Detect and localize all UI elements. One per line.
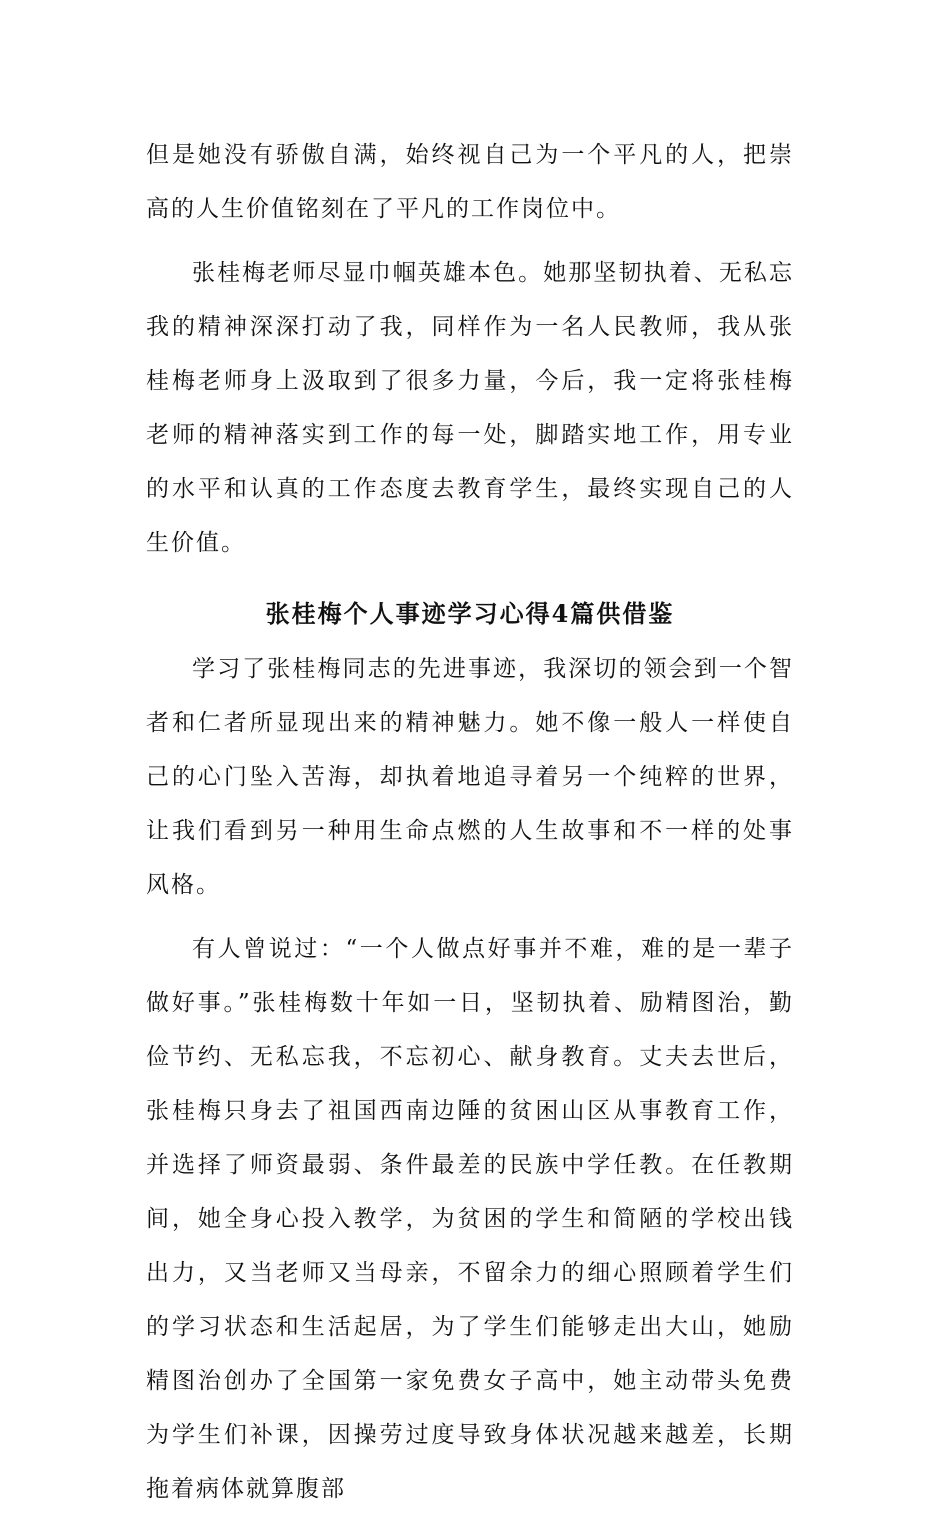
paragraph-continuation: 但是她没有骄傲自满，始终视自己为一个平凡的人，把崇高的人生价值铭刻在了平凡的工作岗位中。 [146,142,794,222]
document-body [146,128,794,1516]
paragraph-intro: 学习了张桂梅同志的先进事迹，我深切的领会到一个智者和仁者所显现出来的精神魅力。她不像一般人一样使自己的心门坠入苦海，却执着地追寻着另一个纯粹的世界，让我们看到另一种用生命点燃的人生故事和不一样的处事风格。 [146,656,794,898]
paragraph-reflection: 张桂梅老师尽显巾帼英雄本色。她那坚韧执着、无私忘我的精神深深打动了我，同样作为一名人民教师，我从张桂梅老师身上汲取到了很多力量，今后，我一定将张桂梅老师的精神落实到工作的每一处，脚踏实地工作，用专业的水平和认真的工作态度去教育学生，最终实现自己的人生价值。 [146,260,794,556]
paragraph-story: 有人曾说过：“一个人做点好事并不难，难的是一辈子做好事。”张桂梅数十年如一日，坚韧执着、励精图治，勤俭节约、无私忘我，不忘初心、献身教育。丈夫去世后，张桂梅只身去了祖国西南边陲的贫困山区从事教育工作，并选择了师资最弱、条件最差的民族中学任教。在任教期间，她全身心投入教学，为贫困的学生和简陋的学校出钱出力，又当老师又当母亲，不留余力的细心照顾着学生们的学习状态和生活起居，为了学生们能够走出大山，她励精图治创办了全国第一家免费女子高中，她主动带头免费为学生们补课，因操劳过度导致身体状况越来越差，长期拖着病体就算腹部 [146,936,794,1502]
section-heading: 张桂梅个人事迹学习心得4篇供借鉴 [265,599,675,628]
